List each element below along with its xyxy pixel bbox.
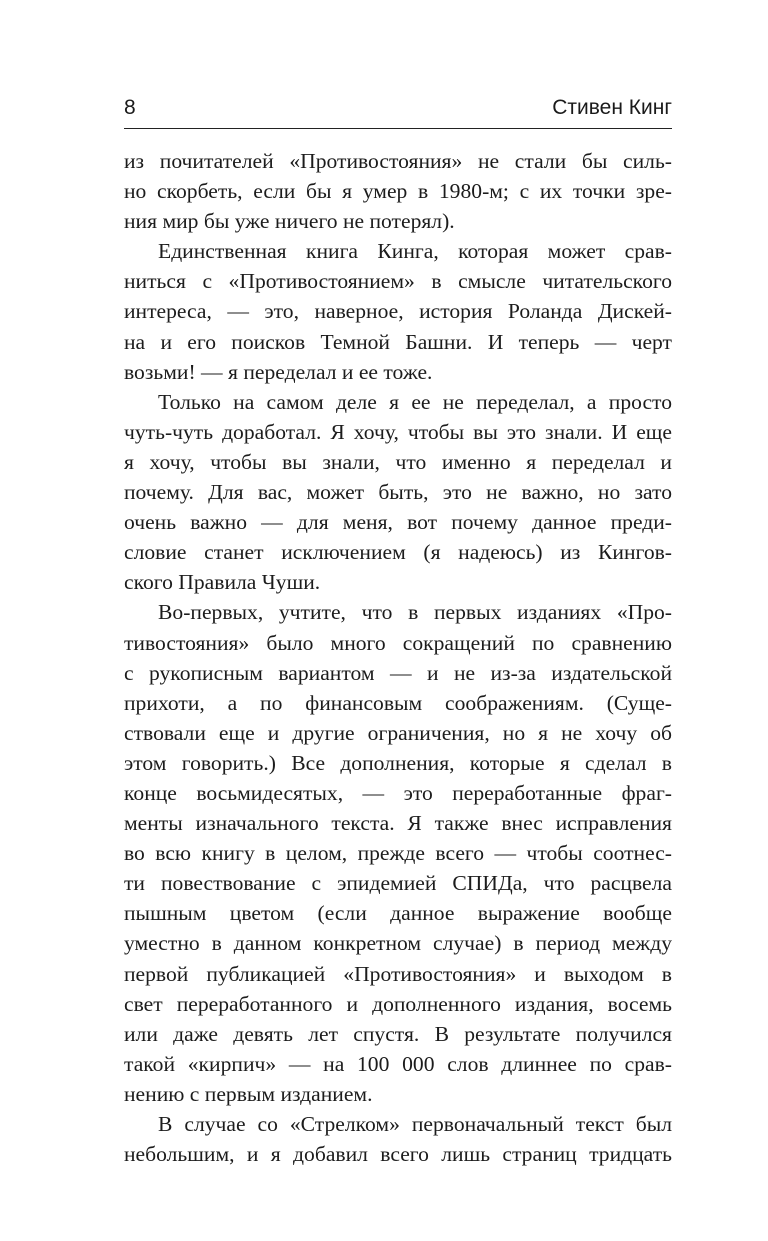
- text-line: уместно в данном конкретном случае) в период между: [124, 931, 672, 956]
- text-line: свет переработанного и дополненного издания, восемь: [124, 991, 672, 1016]
- text-line: ниться с «Противостоянием» в смысле читательского: [124, 269, 672, 294]
- text-line: ствовали еще и другие ограничения, но я не хочу об: [124, 720, 672, 745]
- text-line: интереса, — это, наверное, история Роланда Дискей-: [124, 299, 672, 324]
- text-line: Во-первых, учтите, что в первых изданиях «Про-: [158, 600, 672, 625]
- text-line: этом говорить.) Все дополнения, которые я сделал в: [124, 750, 672, 775]
- text-line: небольшим, и я добавил всего лишь страниц тридцать: [124, 1142, 672, 1167]
- header-author: Стивен Кинг: [552, 96, 672, 119]
- text-line: пышным цветом (если данное выражение вообще: [124, 901, 672, 926]
- text-line: первой публикацией «Противостояния» и выходом в: [124, 961, 672, 986]
- text-line: В случае со «Стрелком» первоначальный текст был: [158, 1112, 672, 1136]
- text-line: конце восьмидесятых, — это переработанные фраг-: [124, 780, 672, 805]
- text-line: но скорбеть, если бы я умер в 1980-м; с их точки зре-: [124, 179, 672, 204]
- text-line: Только на самом деле я ее не переделал, а просто: [158, 389, 672, 414]
- text-line: почему. Для вас, может быть, это не важно, но зато: [124, 480, 672, 505]
- text-line: с рукописным вариантом — и не из-за издательской: [124, 660, 672, 685]
- text-line: чуть-чуть доработал. Я хочу, чтобы вы это знали. И еще: [124, 419, 672, 444]
- text-line: ти повествование с эпидемией СПИДа, что расцвела: [124, 871, 672, 896]
- text-line: во всю книгу в целом, прежде всего — чтобы соотнес-: [124, 841, 672, 866]
- text-line: Единственная книга Кинга, которая может срав-: [158, 239, 672, 264]
- text-line: такой «кирпич» — на 100 000 слов длиннее по срав-: [124, 1051, 672, 1076]
- text-line: очень важно — для меня, вот почему данное преди-: [124, 510, 672, 535]
- text-line: менты изначального текста. Я также внес исправления: [124, 811, 672, 836]
- text-line: на и его поисков Темной Башни. И теперь — черт: [124, 329, 672, 354]
- body-text: [124, 146, 672, 1169]
- text-line: или даже девять лет спустя. В результате получился: [124, 1021, 672, 1046]
- text-line: ния мир бы уже ничего не потерял).: [124, 209, 455, 234]
- text-line: прихоти, а по финансовым соображениям. (Суще-: [124, 690, 672, 715]
- running-head: [124, 94, 672, 130]
- text-line: нению с первым изданием.: [124, 1081, 373, 1106]
- text-line: ского Правила Чуши.: [124, 570, 321, 595]
- text-line: возьми! — я переделал и ее тоже.: [124, 359, 433, 384]
- text-line: из почитателей «Противостояния» не стали бы силь-: [124, 149, 672, 173]
- text-line: тивостояния» было много сокращений по сравнению: [124, 630, 672, 655]
- page-number: 8: [124, 96, 136, 119]
- text-line: я хочу, чтобы вы знали, что именно я переделал и: [124, 449, 672, 474]
- header-rule: [124, 128, 672, 129]
- text-line: словие станет исключением (я надеюсь) из Кингов-: [124, 540, 672, 565]
